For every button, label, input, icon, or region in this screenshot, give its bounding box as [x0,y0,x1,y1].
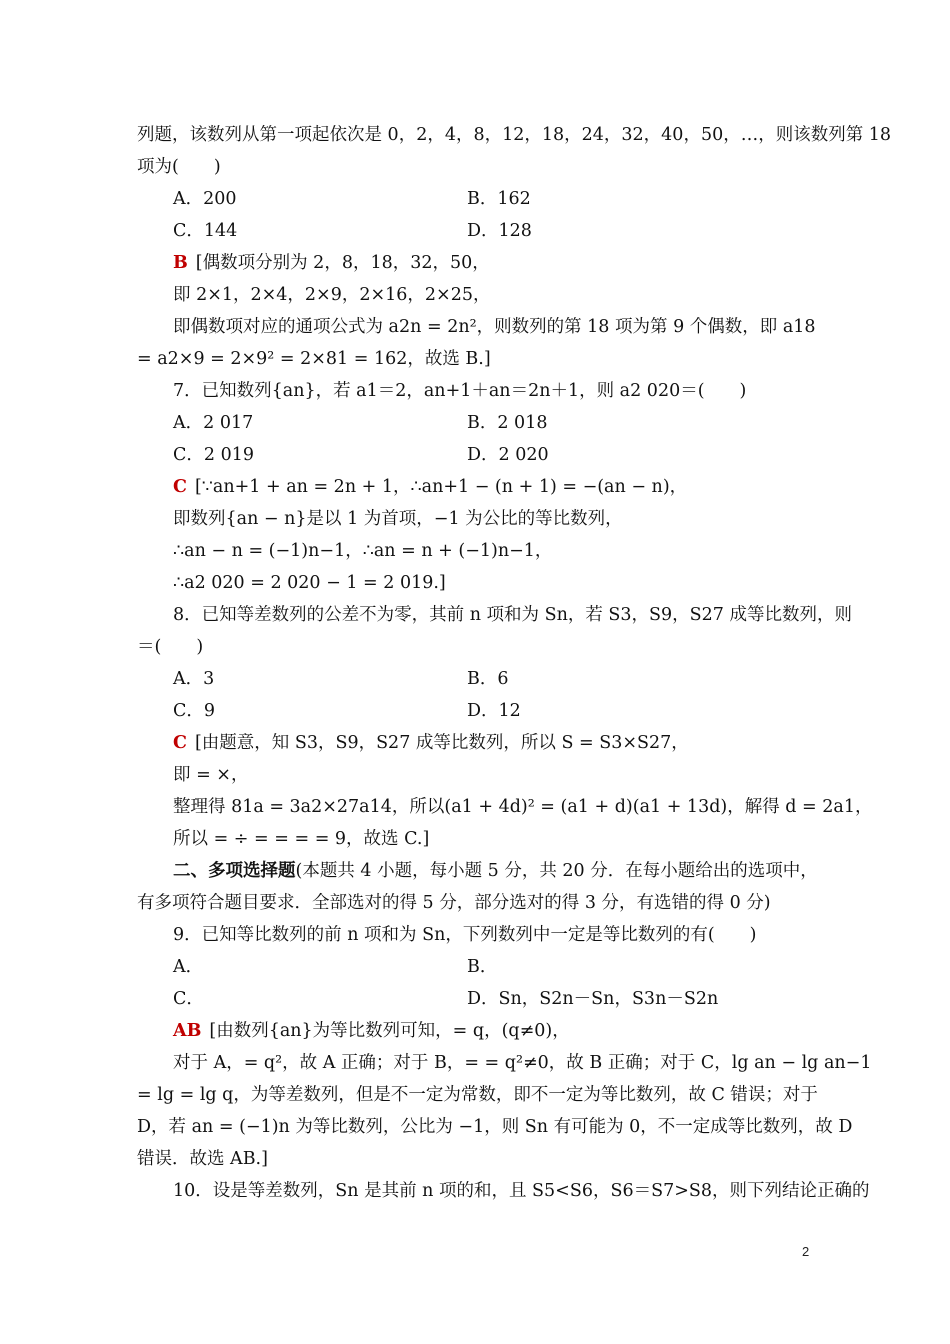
solution-line: 对于 A，= q²，故 A 正确；对于 B，= = q²≠0，故 B 正确；对于 C，lg an − lg an−1 [173,1053,872,1073]
solution-line: 即 2×1，2×4，2×9，2×16，2×25， [173,285,491,305]
solution-line: 整理得 81a = 3a2×27a14，所以(a1 + 4d)² = (a1 + d)(a1 + 13d)，解得 d = 2a1， [173,797,873,817]
question-10: 10．设是等差数列，Sn 是其前 n 项的和，且 S5<S6，S6＝S7>S8，则下列结论正确的 [173,1181,870,1201]
option-c: C．144 [173,221,238,241]
option-a: A．200 [173,189,237,209]
option-a: A．2 017 [173,413,254,433]
question-9: 9．已知等比数列的前 n 项和为 Sn，下列数列中一定是等比数列的有( ) [173,925,757,945]
option-c: C．2 019 [173,445,254,465]
option-b: B．2 018 [467,413,548,433]
page-number: 2 [802,1244,810,1259]
solution-line: D，若 an = (−1)n 为等比数列，公比为 −1，则 Sn 有可能为 0，不一定成等比数列，故 D [137,1117,853,1137]
answer-tag: C [173,733,187,753]
section-instructions: (本题共 4 小题，每小题 5 分，共 20 分．在每小题给出的选项中， [295,861,818,881]
section-heading-cont: 有多项符合题目要求．全部选对的得 5 分，部分选对的得 3 分，有选错的得 0 分) [137,893,771,913]
option-c: C． [173,989,204,1009]
solution-line: 错误．故选 AB.] [137,1149,268,1169]
option-d: D．2 020 [467,445,549,465]
option-a: A．3 [173,669,215,689]
option-b: B．6 [467,669,509,689]
text-line: 列题，该数列从第一项起依次是 0，2，4，8，12，18，24，32，40，50，…，则该数列第 18 [137,125,892,145]
solution-line: C [由题意，知 S3，S9，S27 成等比数列，所以 S = S3×S27， [173,733,689,753]
question-7: 7．已知数列{an}，若 a1＝2，an+1＋an＝2n＋1，则 a2 020＝( ) [173,381,747,401]
solution-line: C [∵an+1 + an = 2n + 1，∴an+1 − (n + 1) = −(an − n)， [173,477,688,497]
answer-tag: AB [173,1021,202,1041]
option-c: C．9 [173,701,216,721]
section-title: 二、多项选择题 [173,861,296,881]
solution-line: 即数列{an − n}是以 1 为首项，−1 为公比的等比数列， [173,509,623,529]
solution-line: 即 = ×， [173,765,249,785]
question-8: 8．已知等差数列的公差不为零，其前 n 项和为 Sn，若 S3，S9，S27 成等比数列，则 [173,605,852,625]
solution-line: 所以 = ÷ = = = = 9，故选 C.] [173,829,430,849]
option-b: B． [467,957,498,977]
option-d: D．12 [467,701,521,721]
question-8-cont: ＝( ) [137,637,204,657]
option-a: A． [173,957,204,977]
solution-line: ∴an − n = (−1)n−1，∴an = n + (−1)n−1， [173,541,553,561]
solution-line: ∴a2 020 = 2 020 − 1 = 2 019.] [173,573,446,593]
solution-line: 即偶数项对应的通项公式为 a2n = 2n²，则数列的第 18 项为第 9 个偶数，即 a18 [173,317,816,337]
answer-tag: C [173,477,187,497]
answer-tag: B [173,253,188,273]
option-d: D．128 [467,221,532,241]
solution-line: = lg = lg q，为等差数列，但是不一定为常数，即不一定为等比数列，故 C 错误；对于 [137,1085,818,1105]
text-line: 项为( ) [137,157,221,177]
option-d: D．Sn，S2n－Sn，S3n－S2n [467,989,719,1009]
solution-line: AB [由数列{an}为等比数列可知，= q，(q≠0)， [173,1021,570,1041]
solution-line: B [偶数项分别为 2，8，18，32，50， [173,253,490,273]
section-heading [173,860,863,882]
option-b: B．162 [467,189,531,209]
solution-line: = a2×9 = 2×9² = 2×81 = 162，故选 B.] [137,349,491,369]
